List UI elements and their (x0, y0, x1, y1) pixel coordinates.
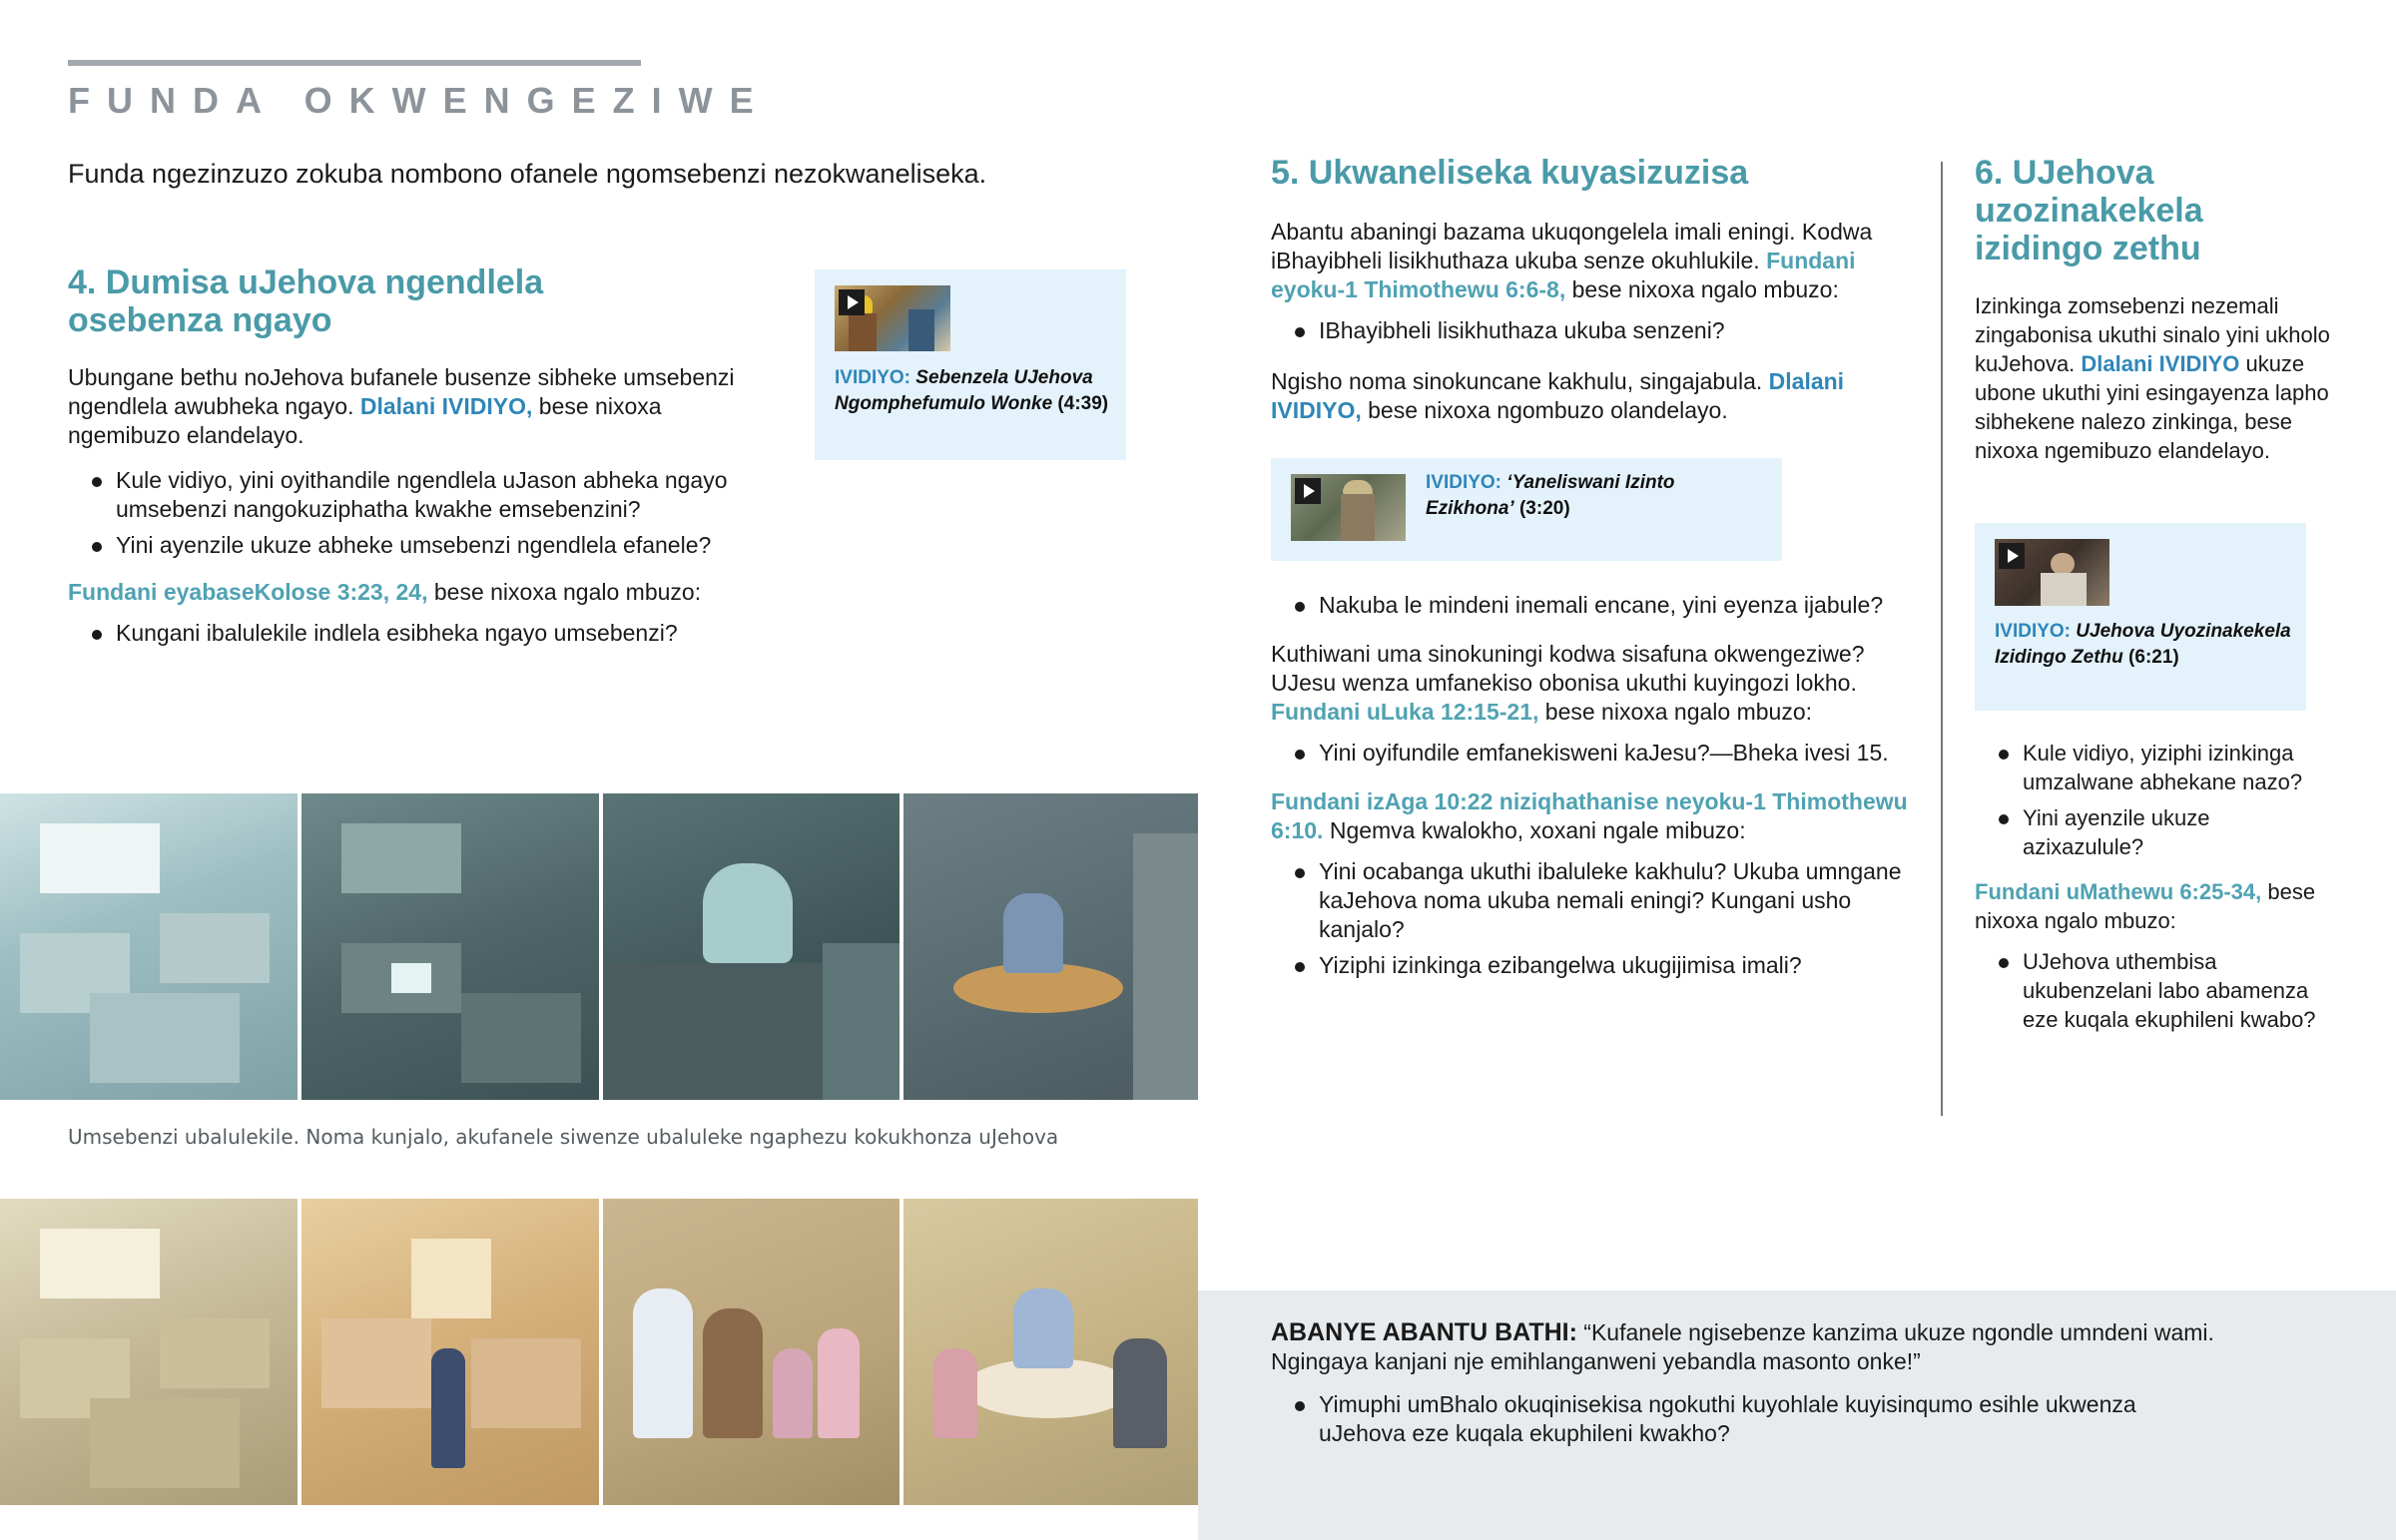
illustration-office-5 (301, 1199, 599, 1505)
scripture-link[interactable]: Fundani izAga 10:22 niziqhathanise neyoku-1 Thimothewu 6:10. (1271, 788, 1908, 843)
scripture-link[interactable]: Fundani eyoku-1 Thimothewu 6:6-8, (1271, 248, 1856, 302)
list-item: Yini ayenzile ukuze abheke umsebenzi ngendlela efanele? (68, 531, 777, 560)
kicker: FUNDA OKWENGEZIWE (68, 80, 771, 121)
section-4-questions-1 (68, 466, 777, 560)
list-item: Kungani ibalulekile indlela esibheka ngayo umsebenzi? (68, 619, 777, 648)
list-item: Yimuphi umBhalo okuqinisekisa ngokuthi kuyohlale kuyisinqumo esihle ukwenza uJehova eze kuqala ekuphileni kwakho? (1271, 1390, 2219, 1448)
section-4-title: 4. Dumisa uJehova ngendlela osebenza ngayo (68, 263, 544, 339)
scripture-link[interactable]: Fundani uLuka 12:15-21, (1271, 699, 1539, 725)
list-item: Yiziphi izinkinga ezibangelwa ukugijimisa imali? (1271, 951, 1915, 980)
play-icon[interactable] (839, 289, 865, 315)
section-4 (68, 263, 777, 655)
illustration-office-3 (603, 793, 899, 1100)
section-5-paragraph-1: Abantu abaningi bazama ukuqongelela imali eningi. Kodwa iBhayibheli lisikhuthaza ukuba senze okuhlukile. Fundani eyoku-1 Thimothewu 6:6-8, bese nixoxa ngalo mbuzo: (1271, 219, 1873, 302)
section-6-continued (1975, 739, 2334, 1041)
play-video-link[interactable]: Dlalani IVIDIYO, (359, 393, 533, 419)
section-5 (1271, 154, 1915, 425)
illustration-office-2 (301, 793, 599, 1100)
list-item: Yini oyifundile emfanekisweni kaJesu?—Bheka ivesi 15. (1271, 739, 1915, 768)
video-caption: IVIDIYO: ‘Yaneliswani Izinto Ezikhona’ (3:20) (1426, 472, 1675, 519)
play-icon[interactable] (1999, 543, 2025, 569)
section-4-questions-2 (68, 619, 777, 648)
section-4-paragraph-1: Ubungane bethu noJehova bufanele busenze sibheke umsebenzi ngendlela awubheka ngayo. Dlalani IVIDIYO, bese nixoxa ngemibuzo elandelayo. (68, 364, 735, 448)
callout-box (1198, 1290, 2396, 1540)
section-5-paragraph-2: Ngisho noma sinokuncane kakhulu, singajabula. Dlalani IVIDIYO, bese nixoxa ngombuzo olandelayo. (1271, 368, 1845, 423)
list-item: Yini ocabanga ukuthi ibaluleke kakhulu? Ukuba umngane kaJehova noma ukuba nemali eningi? Kungani usho kanjalo? (1271, 857, 1915, 944)
image-caption: Umsebenzi ubalulekile. Noma kunjalo, akufanele siwenze ubaluleke ngaphezu kokukhonza uJehova (68, 1125, 1059, 1149)
section-6-title: 6. UJehova uzozinakekela izidingo zethu (1975, 154, 2203, 267)
video-box-section-5[interactable] (1271, 458, 1782, 561)
section-5-title: 5. Ukwaneliseka kuyasizuzisa (1271, 154, 1749, 192)
section-4-paragraph-2: Fundani eyabaseKolose 3:23, 24, bese nixoxa ngalo mbuzo: (68, 579, 702, 605)
header-rule (68, 60, 641, 66)
scripture-link[interactable]: Fundani eyabaseKolose 3:23, 24, (68, 579, 428, 605)
intro-text: Funda ngezinzuzo zokuba nombono ofanele ngomsebenzi nezokwaneliseka. (68, 159, 987, 189)
play-icon[interactable] (1295, 478, 1321, 504)
play-video-link[interactable]: Dlalani IVIDIYO (2081, 351, 2240, 376)
video-thumbnail[interactable] (835, 285, 950, 351)
video-box-section-6[interactable] (1975, 523, 2306, 711)
list-item: Kule vidiyo, yini oyithandile ngendlela uJason abheka ngayo umsebenzi nangokuziphatha kwakhe emsebenzini? (68, 466, 777, 524)
section-6-questions-1 (1975, 739, 2334, 861)
list-item: UJehova uthembisa ukubenzelani labo abamenza eze kuqala ekuphileni kwabo? (1975, 947, 2334, 1034)
section-6-paragraph-1: Izinkinga zomsebenzi nezemali zingabonisa ukuthi sinalo yini ukholo kuJehova. Dlalani IVIDIYO ukuze ubone ukuthi yini esingayenza lapho sibhekene nalezo zinkinga, bese nixoxa ngemibuzo elandelayo. (1975, 293, 2330, 463)
section-5-continued (1271, 591, 1915, 987)
video-thumbnail[interactable] (1995, 539, 2109, 606)
video-caption: IVIDIYO: UJehova Uyozinakekela Izidingo Zethu (6:21) (1995, 621, 2291, 668)
section-5-questions-1 (1271, 316, 1915, 345)
callout-label: ABANYE ABANTU BATHI: (1271, 1318, 1577, 1346)
illustration-family-meal (903, 1199, 1198, 1505)
play-video-link[interactable]: Dlalani IVIDIYO, (1271, 368, 1845, 423)
list-item: Kule vidiyo, yiziphi izinkinga umzalwane abhekane nazo? (1975, 739, 2334, 796)
section-6-questions-2 (1975, 947, 2334, 1034)
video-box-section-4[interactable] (815, 269, 1126, 460)
section-5-paragraph-3: Kuthiwani uma sinokuningi kodwa sisafuna okwengeziwe? UJesu wenza umfanekiso obonisa ukuthi kuyingozi lokho. Fundani uLuka 12:15-21, bese nixoxa ngalo mbuzo: (1271, 641, 1865, 725)
video-caption: IVIDIYO: Sebenzela UJehova Ngomphefumulo Wonke (4:39) (835, 367, 1109, 414)
illustration-office-1 (0, 793, 298, 1100)
callout-quote: “Kufanele ngisebenze kanzima ukuze ngondle umndeni wami. Ngingaya kanjani nje emihlanganweni yebandla masonto onke!” (1271, 1319, 2214, 1374)
callout-text (1271, 1318, 2269, 1376)
list-item: IBhayibheli lisikhuthaza ukuba senzeni? (1271, 316, 1915, 345)
list-item: Yini ayenzile ukuze azixazulule? (1975, 803, 2334, 861)
video-thumbnail[interactable] (1291, 474, 1406, 541)
list-item: Nakuba le mindeni inemali encane, yini eyenza ijabule? (1271, 591, 1915, 620)
scripture-link[interactable]: Fundani uMathewu 6:25-34, (1975, 879, 2262, 904)
section-5-questions-2 (1271, 591, 1915, 620)
illustration-office-4 (0, 1199, 298, 1505)
section-5-questions-4 (1271, 857, 1915, 980)
section-5-questions-3 (1271, 739, 1915, 768)
section-6-paragraph-2: Fundani uMathewu 6:25-34, bese nixoxa ngalo mbuzo: (1975, 879, 2316, 933)
column-divider (1941, 162, 1943, 1116)
illustration-congregation (603, 1199, 899, 1505)
section-5-paragraph-4: Fundani izAga 10:22 niziqhathanise neyoku-1 Thimothewu 6:10. Ngemva kwalokho, xoxani ngale mibuzo: (1271, 788, 1908, 843)
section-6 (1975, 154, 2334, 465)
callout-questions (1271, 1390, 2219, 1455)
illustration-home-1 (903, 793, 1198, 1100)
